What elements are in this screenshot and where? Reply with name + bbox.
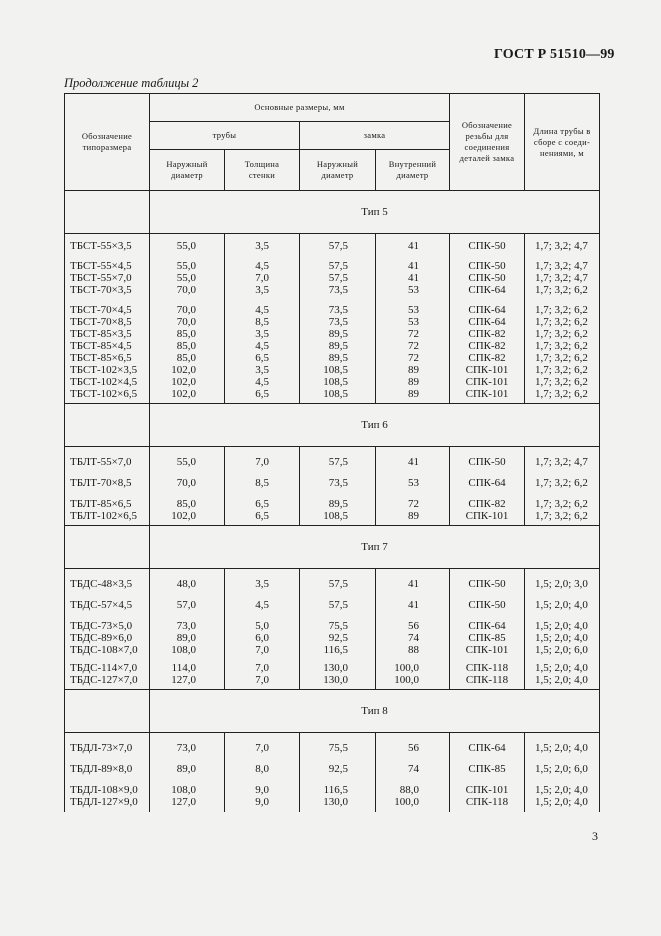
lock-outer-diameter-cell: 130,0 <box>300 674 376 686</box>
length-cell: 1,7; 3,2; 6,2 <box>525 340 600 352</box>
length-cell: 1,7; 3,2; 4,7 <box>525 260 600 272</box>
table-row <box>65 260 600 272</box>
pipe-wall-thickness-cell: 3,5 <box>225 328 300 340</box>
pipe-outer-diameter-cell: 85,0 <box>150 328 225 340</box>
lock-outer-diameter-cell: 89,5 <box>300 498 376 510</box>
table-row <box>65 272 600 284</box>
pipe-wall-thickness-cell: 4,5 <box>225 599 300 611</box>
table-row <box>65 578 600 590</box>
pipe-wall-thickness-cell: 8,0 <box>225 763 300 775</box>
thread-cell: СПК-101 <box>450 376 525 388</box>
lock-outer-diameter-cell: 57,5 <box>300 240 376 252</box>
table-row <box>65 456 600 468</box>
pipe-outer-diameter-cell: 127,0 <box>150 674 225 686</box>
header-length: Длина трубы в сборе с соеди-нениями, м <box>525 94 600 191</box>
designation-cell: ТБСТ-55×4,5 <box>65 260 150 272</box>
thread-cell: СПК-85 <box>450 763 525 775</box>
header-lock: замка <box>300 122 450 150</box>
designation-cell: ТБСТ-85×6,5 <box>65 352 150 364</box>
lock-inner-diameter-cell: 72 <box>376 352 450 364</box>
dimensions-table <box>64 93 600 812</box>
table-caption: Продолжение таблицы 2 <box>64 76 199 90</box>
pipe-outer-diameter-cell: 55,0 <box>150 272 225 284</box>
thread-cell: СПК-101 <box>450 364 525 376</box>
pipe-outer-diameter-cell: 48,0 <box>150 578 225 590</box>
length-cell: 1,5; 2,0; 4,0 <box>525 599 600 611</box>
designation-cell: ТБСТ-55×3,5 <box>65 240 150 252</box>
pipe-wall-thickness-cell: 9,0 <box>225 784 300 796</box>
length-cell: 1,5; 2,0; 4,0 <box>525 796 600 808</box>
pipe-wall-thickness-cell: 7,0 <box>225 662 300 674</box>
table-row <box>65 632 600 644</box>
designation-cell: ТБДЛ-89×8,0 <box>65 763 150 775</box>
thread-cell: СПК-64 <box>450 620 525 632</box>
pipe-wall-thickness-cell: 7,0 <box>225 456 300 468</box>
length-cell: 1,7; 3,2; 6,2 <box>525 376 600 388</box>
thread-cell: СПК-82 <box>450 498 525 510</box>
lock-outer-diameter-cell: 57,5 <box>300 272 376 284</box>
pipe-outer-diameter-cell: 73,0 <box>150 742 225 754</box>
length-cell: 1,5; 2,0; 4,0 <box>525 662 600 674</box>
pipe-outer-diameter-cell: 108,0 <box>150 784 225 796</box>
thread-cell: СПК-50 <box>450 240 525 252</box>
length-cell: 1,7; 3,2; 6,2 <box>525 352 600 364</box>
header-lock-inner-diameter: Внутренний диаметр <box>376 150 450 191</box>
designation-cell: ТБДС-114×7,0 <box>65 662 150 674</box>
thread-cell: СПК-101 <box>450 644 525 656</box>
lock-outer-diameter-cell: 108,5 <box>300 376 376 388</box>
length-cell: 1,7; 3,2; 6,2 <box>525 510 600 522</box>
lock-inner-diameter-cell: 100,0 <box>376 674 450 686</box>
pipe-outer-diameter-cell: 57,0 <box>150 599 225 611</box>
length-cell: 1,5; 2,0; 3,0 <box>525 578 600 590</box>
lock-outer-diameter-cell: 92,5 <box>300 763 376 775</box>
thread-cell: СПК-64 <box>450 316 525 328</box>
lock-inner-diameter-cell: 41 <box>376 456 450 468</box>
thread-cell: СПК-50 <box>450 578 525 590</box>
table-row <box>65 662 600 674</box>
thread-cell: СПК-64 <box>450 284 525 296</box>
designation-cell: ТБДС-48×3,5 <box>65 578 150 590</box>
table-row <box>65 599 600 611</box>
pipe-outer-diameter-cell: 127,0 <box>150 796 225 808</box>
length-cell: 1,7; 3,2; 6,2 <box>525 477 600 489</box>
lock-inner-diameter-cell: 74 <box>376 763 450 775</box>
pipe-wall-thickness-cell: 8,5 <box>225 477 300 489</box>
lock-outer-diameter-cell: 116,5 <box>300 784 376 796</box>
lock-outer-diameter-cell: 57,5 <box>300 456 376 468</box>
section-type-8: Тип 8 <box>150 690 600 733</box>
thread-cell: СПК-118 <box>450 796 525 808</box>
header-pipe-outer-diameter: Наружный диаметр <box>150 150 225 191</box>
thread-cell: СПК-101 <box>450 388 525 400</box>
pipe-outer-diameter-cell: 89,0 <box>150 632 225 644</box>
designation-cell: ТБСТ-70×8,5 <box>65 316 150 328</box>
table-row <box>65 742 600 754</box>
length-cell: 1,5; 2,0; 6,0 <box>525 763 600 775</box>
table-row <box>65 796 600 808</box>
thread-cell: СПК-85 <box>450 632 525 644</box>
header-main-sizes: Основные размеры, мм <box>150 94 450 122</box>
lock-inner-diameter-cell: 100,0 <box>376 796 450 808</box>
length-cell: 1,5; 2,0; 4,0 <box>525 674 600 686</box>
table-row <box>65 620 600 632</box>
designation-cell: ТБСТ-70×3,5 <box>65 284 150 296</box>
lock-inner-diameter-cell: 56 <box>376 620 450 632</box>
table-row <box>65 340 600 352</box>
lock-outer-diameter-cell: 92,5 <box>300 632 376 644</box>
pipe-outer-diameter-cell: 55,0 <box>150 260 225 272</box>
thread-cell: СПК-64 <box>450 304 525 316</box>
length-cell: 1,7; 3,2; 4,7 <box>525 456 600 468</box>
section-type-7: Тип 7 <box>150 526 600 569</box>
lock-outer-diameter-cell: 73,5 <box>300 316 376 328</box>
pipe-outer-diameter-cell: 102,0 <box>150 510 225 522</box>
table-row <box>65 498 600 510</box>
pipe-outer-diameter-cell: 55,0 <box>150 456 225 468</box>
length-cell: 1,5; 2,0; 4,0 <box>525 632 600 644</box>
length-cell: 1,7; 3,2; 6,2 <box>525 284 600 296</box>
lock-inner-diameter-cell: 53 <box>376 304 450 316</box>
header-pipe-wall-thickness: Толщина стенки <box>225 150 300 191</box>
lock-inner-diameter-cell: 53 <box>376 477 450 489</box>
length-cell: 1,7; 3,2; 4,7 <box>525 272 600 284</box>
table-body <box>65 191 600 812</box>
thread-cell: СПК-50 <box>450 456 525 468</box>
lock-outer-diameter-cell: 108,5 <box>300 510 376 522</box>
lock-inner-diameter-cell: 41 <box>376 272 450 284</box>
designation-cell: ТБСТ-102×4,5 <box>65 376 150 388</box>
table-row <box>65 304 600 316</box>
table-row <box>65 316 600 328</box>
designation-cell: ТБДЛ-73×7,0 <box>65 742 150 754</box>
pipe-outer-diameter-cell: 70,0 <box>150 316 225 328</box>
designation-cell: ТБЛТ-70×8,5 <box>65 477 150 489</box>
designation-cell: ТБСТ-102×3,5 <box>65 364 150 376</box>
thread-cell: СПК-64 <box>450 742 525 754</box>
thread-cell: СПК-50 <box>450 260 525 272</box>
pipe-outer-diameter-cell: 73,0 <box>150 620 225 632</box>
header-pipe: трубы <box>150 122 300 150</box>
lock-inner-diameter-cell: 72 <box>376 498 450 510</box>
lock-outer-diameter-cell: 130,0 <box>300 796 376 808</box>
designation-cell: ТБЛТ-85×6,5 <box>65 498 150 510</box>
lock-outer-diameter-cell: 89,5 <box>300 328 376 340</box>
length-cell: 1,7; 3,2; 6,2 <box>525 498 600 510</box>
header-thread: Обозначение резьбы для соединения деталей замка <box>450 94 525 191</box>
pipe-outer-diameter-cell: 70,0 <box>150 304 225 316</box>
length-cell: 1,7; 3,2; 4,7 <box>525 240 600 252</box>
lock-inner-diameter-cell: 88,0 <box>376 784 450 796</box>
thread-cell: СПК-82 <box>450 340 525 352</box>
thread-cell: СПК-82 <box>450 328 525 340</box>
pipe-outer-diameter-cell: 55,0 <box>150 240 225 252</box>
length-cell: 1,7; 3,2; 6,2 <box>525 304 600 316</box>
length-cell: 1,5; 2,0; 4,0 <box>525 620 600 632</box>
table-row <box>65 376 600 388</box>
pipe-wall-thickness-cell: 6,5 <box>225 498 300 510</box>
pipe-outer-diameter-cell: 108,0 <box>150 644 225 656</box>
header-lock-outer-diameter: Наружный диаметр <box>300 150 376 191</box>
pipe-wall-thickness-cell: 7,0 <box>225 674 300 686</box>
page-number: 3 <box>592 829 598 843</box>
pipe-wall-thickness-cell: 4,5 <box>225 376 300 388</box>
thread-cell: СПК-118 <box>450 662 525 674</box>
lock-inner-diameter-cell: 41 <box>376 578 450 590</box>
lock-outer-diameter-cell: 108,5 <box>300 388 376 400</box>
thread-cell: СПК-101 <box>450 510 525 522</box>
thread-cell: СПК-101 <box>450 784 525 796</box>
table-row <box>65 763 600 775</box>
pipe-wall-thickness-cell: 4,5 <box>225 304 300 316</box>
table-row <box>65 674 600 686</box>
designation-cell: ТБСТ-55×7,0 <box>65 272 150 284</box>
pipe-wall-thickness-cell: 3,5 <box>225 240 300 252</box>
lock-outer-diameter-cell: 89,5 <box>300 352 376 364</box>
designation-cell: ТБДС-73×5,0 <box>65 620 150 632</box>
designation-cell: ТБСТ-70×4,5 <box>65 304 150 316</box>
pipe-wall-thickness-cell: 4,5 <box>225 340 300 352</box>
pipe-wall-thickness-cell: 6,5 <box>225 352 300 364</box>
lock-outer-diameter-cell: 57,5 <box>300 599 376 611</box>
designation-cell: ТБСТ-85×4,5 <box>65 340 150 352</box>
thread-cell: СПК-64 <box>450 477 525 489</box>
pipe-outer-diameter-cell: 114,0 <box>150 662 225 674</box>
designation-cell: ТБСТ-102×6,5 <box>65 388 150 400</box>
pipe-outer-diameter-cell: 89,0 <box>150 763 225 775</box>
lock-outer-diameter-cell: 73,5 <box>300 477 376 489</box>
table-row <box>65 510 600 522</box>
table-row <box>65 644 600 656</box>
pipe-wall-thickness-cell: 9,0 <box>225 796 300 808</box>
pipe-wall-thickness-cell: 3,5 <box>225 578 300 590</box>
lock-outer-diameter-cell: 57,5 <box>300 260 376 272</box>
pipe-outer-diameter-cell: 102,0 <box>150 376 225 388</box>
pipe-outer-diameter-cell: 70,0 <box>150 284 225 296</box>
pipe-wall-thickness-cell: 7,0 <box>225 272 300 284</box>
lock-inner-diameter-cell: 89 <box>376 376 450 388</box>
lock-inner-diameter-cell: 56 <box>376 742 450 754</box>
designation-cell: ТБДЛ-108×9,0 <box>65 784 150 796</box>
lock-inner-diameter-cell: 100,0 <box>376 662 450 674</box>
pipe-wall-thickness-cell: 6,5 <box>225 510 300 522</box>
pipe-wall-thickness-cell: 6,0 <box>225 632 300 644</box>
lock-inner-diameter-cell: 74 <box>376 632 450 644</box>
pipe-wall-thickness-cell: 4,5 <box>225 260 300 272</box>
thread-cell: СПК-82 <box>450 352 525 364</box>
lock-outer-diameter-cell: 116,5 <box>300 644 376 656</box>
table-row <box>65 364 600 376</box>
pipe-wall-thickness-cell: 5,0 <box>225 620 300 632</box>
thread-cell: СПК-118 <box>450 674 525 686</box>
length-cell: 1,5; 2,0; 4,0 <box>525 784 600 796</box>
pipe-wall-thickness-cell: 7,0 <box>225 644 300 656</box>
lock-inner-diameter-cell: 53 <box>376 316 450 328</box>
length-cell: 1,7; 3,2; 6,2 <box>525 388 600 400</box>
lock-inner-diameter-cell: 53 <box>376 284 450 296</box>
designation-cell: ТБСТ-85×3,5 <box>65 328 150 340</box>
lock-outer-diameter-cell: 73,5 <box>300 304 376 316</box>
length-cell: 1,5; 2,0; 4,0 <box>525 742 600 754</box>
lock-inner-diameter-cell: 41 <box>376 260 450 272</box>
designation-cell: ТБДС-127×7,0 <box>65 674 150 686</box>
lock-inner-diameter-cell: 72 <box>376 328 450 340</box>
thread-cell: СПК-50 <box>450 272 525 284</box>
pipe-outer-diameter-cell: 85,0 <box>150 352 225 364</box>
pipe-wall-thickness-cell: 7,0 <box>225 742 300 754</box>
thread-cell: СПК-50 <box>450 599 525 611</box>
section-type-5: Тип 5 <box>150 191 600 234</box>
length-cell: 1,5; 2,0; 6,0 <box>525 644 600 656</box>
lock-inner-diameter-cell: 89 <box>376 510 450 522</box>
lock-outer-diameter-cell: 108,5 <box>300 364 376 376</box>
table-row <box>65 328 600 340</box>
table-row <box>65 284 600 296</box>
designation-cell: ТБДЛ-127×9,0 <box>65 796 150 808</box>
lock-outer-diameter-cell: 75,5 <box>300 742 376 754</box>
lock-inner-diameter-cell: 89 <box>376 388 450 400</box>
section-type-6: Тип 6 <box>150 404 600 447</box>
lock-inner-diameter-cell: 88 <box>376 644 450 656</box>
lock-outer-diameter-cell: 73,5 <box>300 284 376 296</box>
lock-outer-diameter-cell: 89,5 <box>300 340 376 352</box>
table-row <box>65 477 600 489</box>
table-row <box>65 352 600 364</box>
designation-cell: ТБДС-108×7,0 <box>65 644 150 656</box>
designation-cell: ТБДС-89×6,0 <box>65 632 150 644</box>
pipe-outer-diameter-cell: 102,0 <box>150 388 225 400</box>
lock-inner-diameter-cell: 41 <box>376 240 450 252</box>
lock-inner-diameter-cell: 72 <box>376 340 450 352</box>
lock-inner-diameter-cell: 89 <box>376 364 450 376</box>
length-cell: 1,7; 3,2; 6,2 <box>525 364 600 376</box>
length-cell: 1,7; 3,2; 6,2 <box>525 328 600 340</box>
lock-inner-diameter-cell: 41 <box>376 599 450 611</box>
pipe-outer-diameter-cell: 85,0 <box>150 340 225 352</box>
table-row <box>65 240 600 252</box>
pipe-outer-diameter-cell: 102,0 <box>150 364 225 376</box>
pipe-wall-thickness-cell: 3,5 <box>225 364 300 376</box>
lock-outer-diameter-cell: 57,5 <box>300 578 376 590</box>
pipe-outer-diameter-cell: 70,0 <box>150 477 225 489</box>
pipe-outer-diameter-cell: 85,0 <box>150 498 225 510</box>
designation-cell: ТБДС-57×4,5 <box>65 599 150 611</box>
header-designation: Обозначение типоразмера <box>65 94 150 191</box>
pipe-wall-thickness-cell: 8,5 <box>225 316 300 328</box>
pipe-wall-thickness-cell: 3,5 <box>225 284 300 296</box>
pipe-wall-thickness-cell: 6,5 <box>225 388 300 400</box>
length-cell: 1,7; 3,2; 6,2 <box>525 316 600 328</box>
lock-outer-diameter-cell: 130,0 <box>300 662 376 674</box>
lock-outer-diameter-cell: 75,5 <box>300 620 376 632</box>
designation-cell: ТБЛТ-55×7,0 <box>65 456 150 468</box>
table-row <box>65 388 600 400</box>
standard-number: ГОСТ Р 51510—99 <box>494 47 615 62</box>
designation-cell: ТБЛТ-102×6,5 <box>65 510 150 522</box>
table-row <box>65 784 600 796</box>
